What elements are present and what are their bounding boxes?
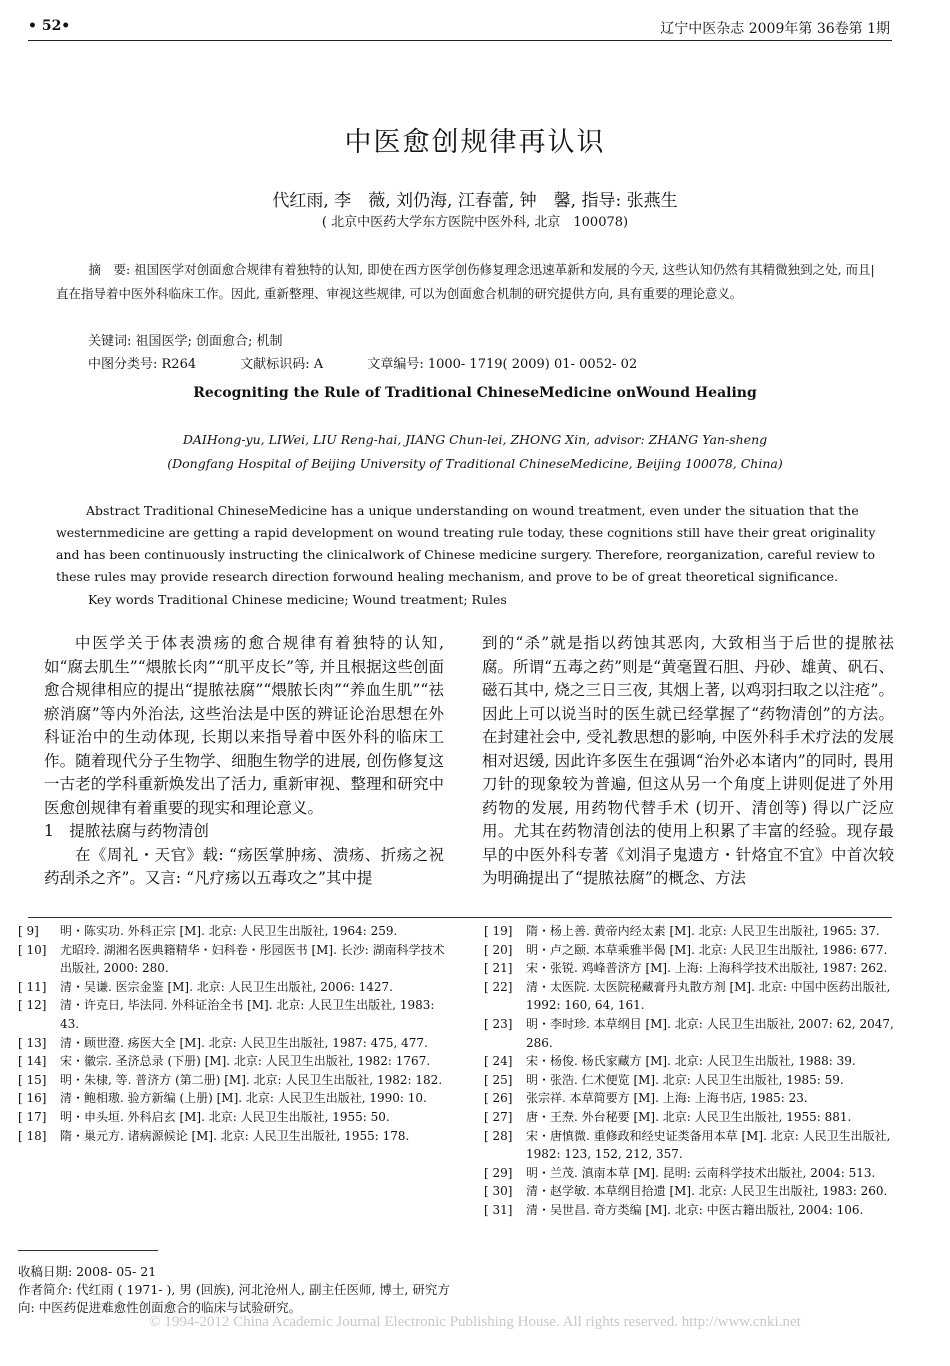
ref-text: 明・陈实功. 外科正宗 [M]. 北京: 人民卫生出版社, 1964: 259.: [60, 924, 398, 938]
header-rule: [28, 40, 892, 41]
reference-item: [18, 1071, 450, 1090]
reference-item: [484, 959, 904, 978]
abstract-zh: 摘 要: 祖国医学对创面愈合规律有着独特的认知, 即使在西方医学创伤修复理念迅速革新和发展的今天, 这些认知仍然有其精微独到之处, 而且| 直在指导着中医外科临床工作。因此, 重新整理、审视这些规律, 可以为创面愈合机制的研究提供方向, 具有重要的理论意义。: [56, 262, 875, 301]
article-title: 中医愈创规律再认识: [344, 127, 606, 158]
body-paragraph: 中医学关于体表溃疡的愈合规律有着独特的认知, 如“腐去肌生”“煨脓长肉”“肌平皮长”等, 并且根据这些创面愈合规律相应的提出“提脓祛腐”“煨脓长肉”“养血生肌”“祛瘀消腐”等内外治法, 这些治法是中医的辨证论治思想在外科证治中的生动体现, 长期以来指导着中医外科的临床工作。随着现代分子生物学、细胞生物学的进展, 创伤修复这一古老的学科重新焕发出了活力, 重新审视、整理和研究中医愈创规律有着重要的现实和理论意义。: [44, 634, 444, 817]
reference-item: [484, 1182, 904, 1201]
ref-text: 隋・杨上善. 黄帝内经太素 [M]. 北京: 人民卫生出版社, 1965: 37.: [526, 924, 880, 938]
ref-number: [ 28]: [484, 1128, 513, 1143]
article-number: 文章编号: 1000- 1719( 2009) 01- 0052- 02: [367, 357, 638, 372]
ref-number: [ 31]: [484, 1202, 513, 1217]
reference-item: [484, 922, 904, 941]
reference-item: [484, 1201, 904, 1220]
reference-item: [18, 941, 450, 978]
ref-text: 宋・唐慎微. 重修政和经史证类备用本草 [M]. 北京: 人民卫生出版社, 1982: 123, 152, 212, 357.: [526, 1128, 891, 1162]
reference-item: [18, 1108, 450, 1127]
body-column-right: [482, 632, 894, 891]
affiliation: ( 北京中医药大学东方医院中医外科, 北京 100078): [321, 215, 629, 230]
keywords-en: Key words Traditional Chinese medicine; Wound treatment; Rules: [88, 592, 507, 607]
ref-number: [ 15]: [18, 1072, 47, 1087]
reference-item: [484, 978, 904, 1015]
ref-text: 宋・徽宗. 圣济总录 (下册) [M]. 北京: 人民卫生出版社, 1982: 1767.: [60, 1054, 431, 1069]
ref-number: [ 13]: [18, 1035, 47, 1050]
ref-text: 清・顾世澄. 疡医大全 [M]. 北京: 人民卫生出版社, 1987: 475, 477.: [60, 1035, 428, 1050]
reference-item: [18, 996, 450, 1033]
ref-number: [ 14]: [18, 1054, 47, 1069]
ref-number: [ 27]: [484, 1109, 513, 1124]
section-heading: 1 提脓祛腐与药物清创: [44, 822, 209, 840]
journal-header: 辽宁中医杂志 2009年第 36卷第 1期: [660, 21, 890, 37]
reference-item: [18, 1127, 450, 1146]
ref-number: [ 24]: [484, 1054, 513, 1069]
authors: 代红雨, 李 薇, 刘仍海, 江春蕾, 钟 馨, 指导: 张燕生: [272, 191, 678, 211]
references-rule: [28, 917, 892, 918]
references-right: [484, 922, 904, 1220]
ref-text: 清・太医院. 太医院秘藏膏丹丸散方剂 [M]. 北京: 中国中医药出版社, 1992: 160, 64, 161.: [526, 979, 891, 1013]
ref-text: 清・赵学敏. 本草纲目拾遗 [M]. 北京: 人民卫生出版社, 1983: 260.: [526, 1184, 888, 1199]
abstract-en: Abstract Traditional ChineseMedicine has a unique understanding on wound treatment, even under the situation that the westernmedicine are getting a rapid development on wound treating rule today, these cognitions still have their great originality and has been continuously instructing the clinicalwork of Chinese medicine surgery. Therefore, reorganization, careful review to these rules may provide research direction forwound healing mechanism, and prove to be of great theoretical significance.: [56, 503, 876, 584]
reference-item: [484, 1127, 904, 1164]
references-left: [18, 922, 450, 1145]
reference-item: [18, 1052, 450, 1071]
ref-number: [ 18]: [18, 1128, 47, 1143]
page-number: • 52•: [28, 18, 71, 34]
reference-item: [484, 1052, 904, 1071]
body-column-left: [44, 632, 444, 891]
reference-item: [18, 1089, 450, 1108]
ref-number: [ 29]: [484, 1165, 513, 1180]
copyright-watermark: © 1994-2012 China Academic Journal Electronic Publishing House. All rights reserved. http://www.cnki.net: [149, 1314, 801, 1330]
ref-number: [ 9]: [18, 924, 39, 938]
ref-number: [ 23]: [484, 1016, 513, 1031]
reference-item: [18, 978, 450, 997]
ref-number: [ 16]: [18, 1091, 47, 1106]
ref-text: 明・卢之颐. 本草乘雅半偈 [M]. 北京: 人民卫生出版社, 1986: 677.: [526, 942, 888, 957]
ref-number: [ 21]: [484, 961, 513, 976]
classification-line: [88, 353, 677, 372]
reference-item: [484, 1089, 904, 1108]
ref-text: 明・张浩. 仁术便览 [M]. 北京: 人民卫生出版社, 1985: 59.: [526, 1072, 844, 1087]
affiliation-en: (Dongfang Hospital of Beijing University of Traditional ChineseMedicine, Beijing 100078, China): [167, 456, 783, 471]
ref-text: 清・鲍相璈. 验方新编 (上册) [M]. 北京: 人民卫生出版社, 1990: 10.: [60, 1091, 427, 1106]
doc-code: 文献标识码: A: [240, 357, 324, 372]
body-paragraph: 到的“杀”就是指以药蚀其恶肉, 大致相当于后世的提脓祛腐。所谓“五毒之药”则是“黄毫置石胆、丹砂、雄黄、矾石、磁石其中, 烧之三日三夜, 其烟上著, 以鸡羽扫取之以注疮”。因此上可以说当时的医生就已经掌握了“药物清创”的方法。在封建社会中, 受礼教思想的影响, 中医外科手术疗法的发展相对迟缓, 因此许多医生在强调“治外必本诸内”的同时, 畏用刀针的现象较为普遍, 但这从另一个角度上讲则促进了外用药物的发展, 用药物代替手术 (切开、清创等) 得以广泛应用。尤其在药物清创法的使用上积累了丰富的经验。现存最早的中医外科专著《刘涓子鬼遗方・针烙宜不宜》中首次较为明确提出了“提脓祛腐”的概念、方法: [482, 634, 894, 887]
reference-item: [484, 1071, 904, 1090]
ref-number: [ 25]: [484, 1072, 513, 1087]
reference-item: [484, 1108, 904, 1127]
reference-item: [484, 941, 904, 960]
keywords-zh: 关键词: 祖国医学; 创面愈合; 机制: [88, 334, 283, 349]
received-date: 收稿日期: 2008- 05- 21: [18, 1264, 157, 1279]
ref-text: 宋・张锐. 鸡峰普济方 [M]. 上海: 上海科学技术出版社, 1987: 262.: [526, 961, 888, 976]
ref-number: [ 17]: [18, 1109, 47, 1124]
ref-number: [ 11]: [18, 979, 47, 994]
ref-text: 隋・巢元方. 诸病源候论 [M]. 北京: 人民卫生出版社, 1955: 178.: [60, 1128, 410, 1143]
ref-text: 清・许克日, 毕法同. 外科证治全书 [M]. 北京: 人民卫生出版社, 1983: 43.: [60, 998, 435, 1031]
ref-number: [ 10]: [18, 942, 47, 957]
ref-text: 尤昭玲. 湖湘名医典籍精华・妇科卷・彤园医书 [M]. 长沙: 湖南科学技术出版社, 2000: 280.: [60, 942, 445, 976]
ref-text: 明・兰茂. 滇南本草 [M]. 昆明: 云南科学技术出版社, 2004: 513.: [526, 1165, 876, 1180]
ref-text: 明・申头垣. 外科启玄 [M]. 北京: 人民卫生出版社, 1955: 50.: [60, 1109, 390, 1124]
reference-item: [484, 1164, 904, 1183]
class-number: 中图分类号: R264: [88, 357, 197, 372]
ref-number: [ 30]: [484, 1184, 513, 1199]
body-paragraph: 在《周礼・天官》载: “疡医掌肿疡、溃疡、折疡之祝药刮杀之齐”。又言: “凡疗疡以五毒攻之”其中提: [44, 845, 444, 887]
ref-text: 宋・杨俊. 杨氏家藏方 [M]. 北京: 人民卫生出版社, 1988: 39.: [526, 1054, 856, 1069]
reference-item: [18, 922, 450, 941]
ref-number: [ 26]: [484, 1091, 513, 1106]
footnote-rule: [18, 1250, 158, 1251]
ref-number: [ 22]: [484, 979, 513, 994]
author-bio: 作者简介: 代红雨 ( 1971- ), 男 (回族), 河北沧州人, 副主任医师, 博士, 研究方向: 中医药促进难愈性创面愈合的临床与试验研究。: [18, 1282, 450, 1315]
ref-number: [ 20]: [484, 942, 513, 957]
ref-text: 明・朱棣, 等. 普济方 (第二册) [M]. 北京: 人民卫生出版社, 1982: 182.: [60, 1072, 443, 1087]
reference-item: [484, 1015, 904, 1052]
reference-item: [18, 1034, 450, 1053]
ref-text: 清・吴世昌. 奇方类编 [M]. 北京: 中医古籍出版社, 2004: 106.: [526, 1202, 864, 1217]
authors-en: DAIHong-yu, LIWei, LIU Reng-hai, JIANG Chun-lei, ZHONG Xin, advisor: ZHANG Yan-sheng: [182, 432, 768, 447]
ref-text: 明・李时珍. 本草纲目 [M]. 北京: 人民卫生出版社, 2007: 62, 2047, 286.: [526, 1016, 894, 1050]
ref-text: 清・吴谦. 医宗金鉴 [M]. 北京: 人民卫生出版社, 2006: 1427.: [60, 979, 393, 994]
ref-text: 张宗祥. 本草简要方 [M]. 上海: 上海书店, 1985: 23.: [526, 1091, 808, 1106]
title-en: Recogniting the Rule of Traditional ChineseMedicine onWound Healing: [193, 385, 757, 401]
ref-number: [ 12]: [18, 998, 47, 1013]
ref-number: [ 19]: [484, 924, 513, 938]
ref-text: 唐・王焘. 外台秘要 [M]. 北京: 人民卫生出版社, 1955: 881.: [526, 1109, 852, 1124]
